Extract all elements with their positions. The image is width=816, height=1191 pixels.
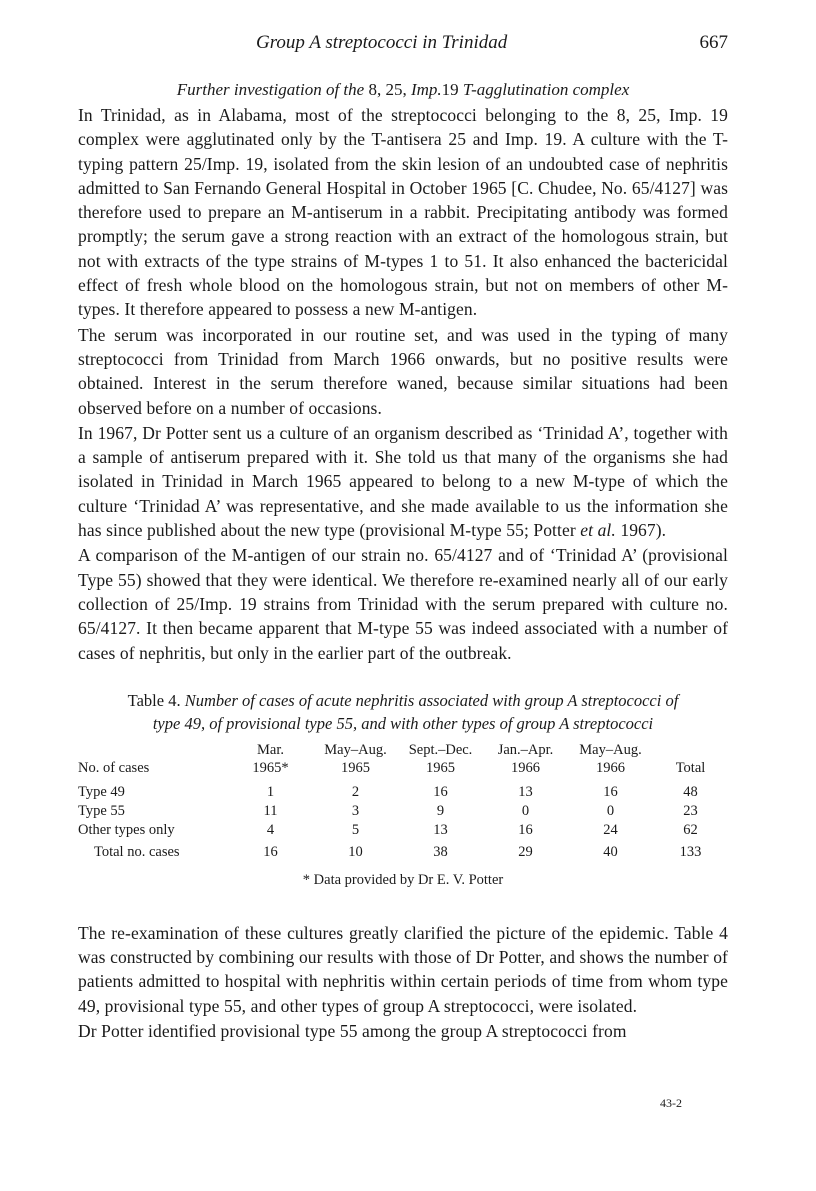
table-cell: 3 [351, 803, 360, 820]
table-column-header: Jan.–Apr. 1966 [497, 741, 554, 776]
table-row-label: Other types only [78, 822, 175, 839]
paragraph-3-text: In 1967, Dr Potter sent us a culture of an organism described as ‘Trinidad A’, together with a sample of antiserum prepared with it. She told us that many of the organisms she had isolated in Trinidad in March 1965 appeared to belong to a new M-type of which the culture ‘Trinidad A’ was representative, and she made available to us the information she has since published about the new type (provisional M-type 55; Potter [78, 422, 728, 541]
table-cell: 23 [683, 803, 698, 820]
table-cell: 13 [518, 784, 533, 801]
paragraph-2: The serum was incorporated in our routine set, and was used in the typing of many streptococci from Trinidad from March 1966 onwards, but no positive results were obtained. Interest in the serum therefore waned, because similar situations had been observed before on a number of occasions. [78, 324, 728, 418]
table-caption-line-1: Number of cases of acute nephritis associated with group A streptococci of [180, 690, 679, 710]
table-cell: 62 [683, 822, 698, 839]
table-caption-line-2: type 49, of provisional type 55, and with other types of group A streptococci [152, 713, 654, 733]
paragraph-5: The re-examination of these cultures greatly clarified the picture of the epidemic. Table 4 was constructed by combining our results with those of Dr Potter, and shows the number of patients admitted to hospital with nephritis within certain periods of time from whom type 49, provisional type 55, and other types of group A streptococci, were isolated. [78, 922, 728, 1016]
table-caption-label: Table 4. [127, 690, 181, 710]
table-cell: 16 [603, 784, 618, 801]
table-row [78, 783, 728, 802]
heading-part-2: 8, 25, [364, 80, 411, 99]
table-row [78, 821, 728, 840]
heading-part-4: 19 [441, 80, 459, 99]
running-title: Group A streptococci in Trinidad [256, 32, 508, 53]
table-cell: 40 [603, 844, 618, 861]
table-cell: 13 [433, 822, 448, 839]
table-cell: 16 [263, 844, 278, 861]
heading-part-1: Further investigation of the [176, 80, 365, 99]
data-table [78, 741, 728, 862]
table-cell: 24 [603, 822, 618, 839]
section-heading [78, 80, 728, 100]
table-row-label: Type 49 [78, 784, 125, 801]
paragraph-6: Dr Potter identified provisional type 55 among the group A streptococci from [78, 1021, 627, 1042]
table-cell: 38 [433, 844, 448, 861]
paragraph-3-end: 1967). [620, 520, 667, 541]
running-head [78, 28, 728, 60]
table-cell: 133 [679, 844, 702, 861]
heading-part-3: Imp. [410, 80, 442, 99]
table-caption [78, 689, 728, 735]
table-total-row [78, 840, 728, 862]
table-row-label: Type 55 [78, 803, 125, 820]
table-total-label: Total no. cases [94, 844, 180, 861]
table-cell: 16 [518, 822, 533, 839]
table-cell: 2 [351, 784, 360, 801]
signature-mark: 43-2 [660, 1096, 682, 1110]
table-cell: 48 [683, 784, 698, 801]
table-column-header: May–Aug. 1965 [324, 741, 387, 776]
table-cell: 0 [606, 803, 615, 820]
table-cell: 5 [351, 822, 360, 839]
table-cell: 9 [436, 803, 445, 820]
table-row [78, 802, 728, 821]
table-column-header: Total [675, 759, 706, 776]
table-cell: 1 [266, 784, 275, 801]
table-cell: 29 [518, 844, 533, 861]
table-header-row [78, 741, 728, 777]
page [78, 28, 728, 1043]
paragraph-3-etal: et al. [580, 520, 616, 541]
paragraph-3 [78, 421, 728, 542]
table-cell: 16 [433, 784, 448, 801]
table-footnote: * Data provided by Dr E. V. Potter [302, 871, 504, 888]
table-column-header: May–Aug. 1966 [579, 741, 642, 776]
table-cell: 0 [521, 803, 530, 820]
paragraph-1: In Trinidad, as in Alabama, most of the streptococci belonging to the 8, 25, Imp. 19 complex were agglutinated only by the T-antisera 25 and Imp. 19. A culture with the T-typing pattern 25/Imp. 19, isolated from the skin lesion of an undoubted case of nephritis admitted to San Fernando General Hospital in October 1965 [C. Chudee, No. 65/4127] was therefore used to prepare an M-antiserum in a rabbit. Precipitating antibody was formed promptly; the serum gave a strong reaction with an extract of the homologous strain, but not with extracts of the type strains of M-types 1 to 51. It also enhanced the bactericidal effect of fresh whole blood on the homologous strain, but not on members of other M-types. It therefore appeared to possess a new M-antigen. [78, 105, 728, 320]
table-column-header: Mar. 1965* [252, 741, 289, 776]
table-cell: 11 [263, 803, 278, 820]
table-column-header: Sept.–Dec. 1965 [408, 741, 473, 776]
heading-part-5: T-agglutination complex [458, 80, 630, 99]
table-row-header: No. of cases [78, 759, 150, 776]
post-table-text [78, 921, 728, 1043]
paragraph-4: A comparison of the M-antigen of our strain no. 65/4127 and of ‘Trinidad A’ (provisional Type 55) showed that they were identical. We therefore re-examined nearly all of our early collection of 25/Imp. 19 strains from Trinidad with the serum prepared with culture no. 65/4127. It then became apparent that M-type 55 was indeed associated with a number of cases of nephritis, but only in the earlier part of the outbreak. [78, 545, 728, 663]
table-cell: 4 [266, 822, 275, 839]
table-cell: 10 [348, 844, 363, 861]
page-number: 667 [699, 32, 728, 53]
